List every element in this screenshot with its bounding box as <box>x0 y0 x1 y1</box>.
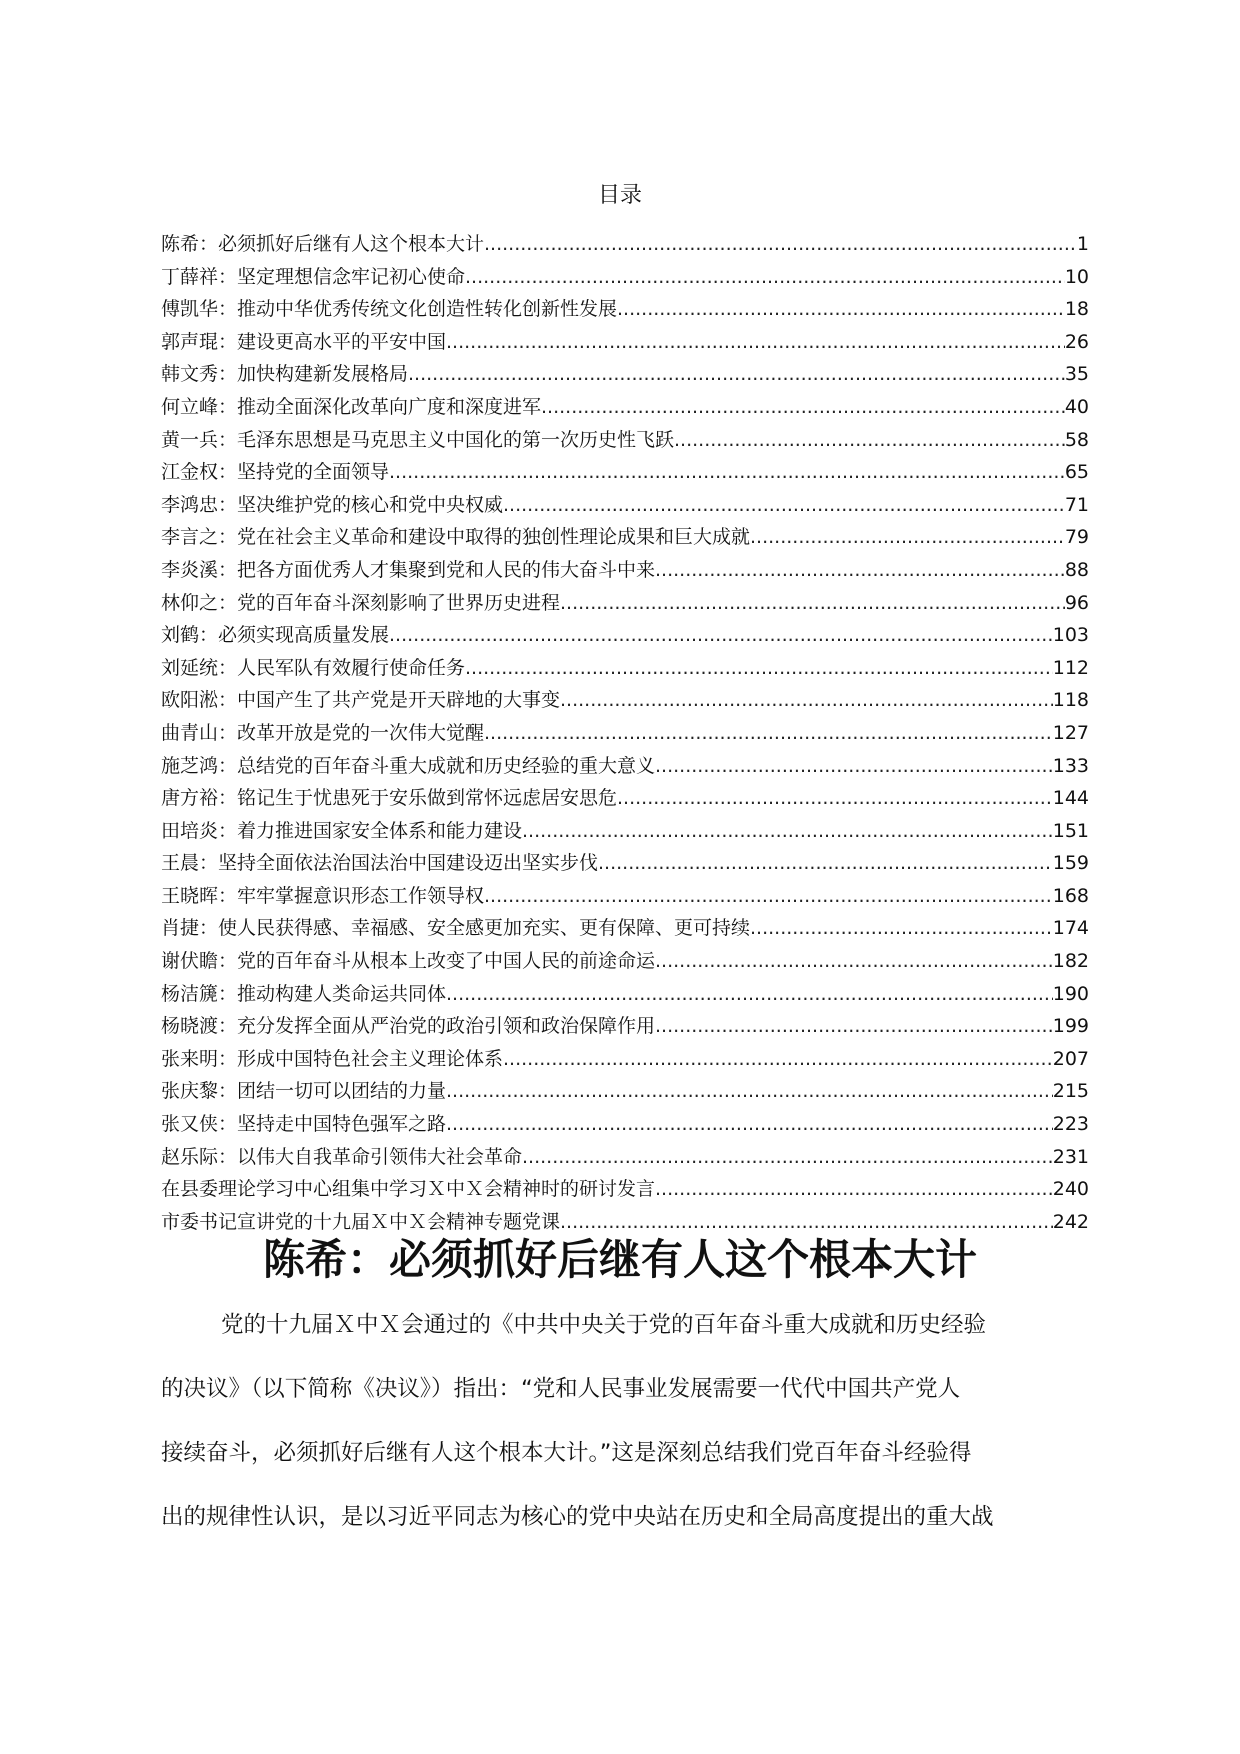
toc-entry-page-number: 207 <box>1052 1047 1089 1070</box>
toc-entry[interactable] <box>161 782 1089 815</box>
toc-entry[interactable] <box>161 587 1089 620</box>
toc-entry-page-number: 144 <box>1052 787 1089 810</box>
article-title: 陈希：必须抓好后继有人这个根本大计 <box>262 1235 977 1284</box>
toc-entry[interactable] <box>161 326 1089 359</box>
toc-dot-leader <box>655 945 1053 978</box>
toc-entry-page-number: 65 <box>1064 461 1089 484</box>
toc-entry-page-number: 79 <box>1064 526 1089 549</box>
toc-entry-title: 张来明：形成中国特色社会主义理论体系 <box>161 1047 504 1070</box>
toc-dot-leader <box>389 456 1065 489</box>
toc-dot-leader <box>446 1108 1053 1141</box>
toc-entry[interactable] <box>161 391 1089 424</box>
toc-entry-title: 陈希：必须抓好后继有人这个根本大计 <box>161 233 485 255</box>
toc-entry-page-number: 242 <box>1052 1210 1089 1233</box>
toc-entry-title: 肖捷：使人民获得感、幸福感、安全感更加充实、更有保障、更可持续 <box>161 917 751 940</box>
toc-dot-leader <box>503 489 1065 522</box>
toc-entry[interactable] <box>161 293 1089 326</box>
toc-entry[interactable] <box>161 815 1089 848</box>
toc-dot-leader <box>750 521 1065 554</box>
toc-entry-page-number: 118 <box>1052 689 1089 712</box>
body-text-line: 接续奋斗，必须抓好后继有人这个根本大计。”这是深刻总结我们党百年奋斗经验得 <box>161 1440 972 1466</box>
toc-entry[interactable] <box>161 521 1089 554</box>
toc-entry-page-number: 223 <box>1052 1113 1089 1136</box>
toc-entry[interactable] <box>161 750 1089 783</box>
body-text-line: 的决议》（以下简称《决议》）指出：“党和人民事业发展需要一代代中国共产党人 <box>161 1376 961 1402</box>
toc-entry-title: 郭声琨：建设更高水平的平安中国 <box>161 330 447 353</box>
toc-dot-leader <box>617 782 1053 815</box>
toc-entry-title: 市委书记宣讲党的十九届Ｘ中Ｘ会精神专题党课 <box>161 1210 561 1233</box>
toc-dot-leader <box>560 684 1053 717</box>
toc-entry[interactable] <box>161 489 1089 522</box>
toc-entry-title: 何立峰：推动全面深化改革向广度和深度进军 <box>161 395 542 418</box>
toc-dot-leader <box>655 750 1053 783</box>
toc-entry-page-number: 240 <box>1052 1178 1089 1201</box>
toc-entry-title: 李炎溪：把各方面优秀人才集聚到党和人民的伟大奋斗中来 <box>161 558 656 581</box>
toc-entry[interactable] <box>161 554 1089 587</box>
toc-entry-page-number: 133 <box>1052 754 1089 777</box>
toc-entry-page-number: 35 <box>1064 363 1089 386</box>
toc-entry[interactable] <box>161 847 1089 880</box>
toc-entry-title: 杨洁篪：推动构建人类命运共同体 <box>161 982 447 1005</box>
toc-entry-page-number: 127 <box>1052 721 1089 744</box>
toc-dot-leader <box>484 717 1053 750</box>
toc-entry-page-number: 199 <box>1052 1015 1089 1038</box>
toc-entry[interactable] <box>161 1108 1089 1141</box>
toc-entry-title: 在县委理论学习中心组集中学习Ｘ中Ｘ会精神时的研讨发言 <box>161 1178 656 1201</box>
toc-dot-leader <box>674 424 1065 457</box>
body-text-line: 党的十九届Ｘ中Ｘ会通过的《中共中央关于党的百年奋斗重大成就和历史经验 <box>221 1312 987 1338</box>
toc-entry-title: 欧阳淞：中国产生了共产党是开天辟地的大事变 <box>161 689 561 712</box>
toc-dot-leader <box>655 554 1065 587</box>
toc-entry-page-number: 182 <box>1052 950 1089 973</box>
toc-entry-page-number: 26 <box>1064 330 1089 353</box>
toc-dot-leader <box>598 847 1053 880</box>
toc-entry-title: 李鸿忠：坚决维护党的核心和党中央权威 <box>161 493 504 516</box>
toc-entry-title: 韩文秀：加快构建新发展格局 <box>161 363 409 386</box>
toc-entry-title: 李言之：党在社会主义革命和建设中取得的独创性理论成果和巨大成就 <box>161 526 751 549</box>
toc-dot-leader <box>522 815 1053 848</box>
toc-entry[interactable] <box>161 424 1089 457</box>
toc-entry[interactable] <box>161 945 1089 978</box>
toc-entry-title: 曲青山：改革开放是党的一次伟大觉醒 <box>161 721 485 744</box>
toc-entry[interactable] <box>161 1010 1089 1043</box>
toc-entry-page-number: 159 <box>1052 852 1089 875</box>
toc-entry[interactable] <box>161 1075 1089 1108</box>
toc-entry-title: 田培炎：着力推进国家安全体系和能力建设 <box>161 819 523 842</box>
toc-dot-leader <box>465 261 1065 294</box>
toc-entry-title: 刘鹤：必须实现高质量发展 <box>161 624 390 647</box>
toc-entry[interactable] <box>161 1173 1089 1206</box>
toc-dot-leader <box>446 326 1065 359</box>
toc-entry-page-number: 40 <box>1064 395 1089 418</box>
toc-entry-title: 唐方裕：铭记生于忧患死于安乐做到常怀远虑居安思危 <box>161 787 618 810</box>
toc-entry[interactable] <box>161 684 1089 717</box>
toc-entry-title: 张又侠：坚持走中国特色强军之路 <box>161 1113 447 1136</box>
toc-dot-leader <box>655 1010 1053 1043</box>
toc-entry[interactable] <box>161 912 1089 945</box>
toc-entry-page-number: 96 <box>1064 591 1089 614</box>
toc-entry-title: 施芝鸿：总结党的百年奋斗重大成就和历史经验的重大意义 <box>161 754 656 777</box>
toc-entry-page-number: 58 <box>1064 428 1089 451</box>
toc-dot-leader <box>484 880 1053 913</box>
toc-entry-page-number: 1 <box>1076 233 1089 255</box>
toc-entry[interactable] <box>161 1141 1089 1174</box>
toc-dot-leader <box>617 293 1065 326</box>
toc-dot-leader <box>750 912 1053 945</box>
toc-entry-title: 赵乐际：以伟大自我革命引领伟大社会革命 <box>161 1145 523 1168</box>
table-of-contents <box>161 228 1089 1238</box>
toc-dot-leader <box>465 652 1053 685</box>
toc-entry-page-number: 174 <box>1052 917 1089 940</box>
toc-entry-title: 王晨：坚持全面依法治国法治中国建设迈出坚实步伐 <box>161 852 599 875</box>
toc-entry-page-number: 103 <box>1052 624 1089 647</box>
toc-entry-page-number: 168 <box>1052 884 1089 907</box>
toc-dot-leader <box>408 358 1065 391</box>
toc-entry-page-number: 88 <box>1064 558 1089 581</box>
toc-entry-title: 傅凯华：推动中华优秀传统文化创造性转化创新性发展 <box>161 298 618 321</box>
toc-entry[interactable] <box>161 1043 1089 1076</box>
toc-entry[interactable] <box>161 456 1089 489</box>
toc-entry[interactable] <box>161 619 1089 652</box>
toc-dot-leader <box>560 587 1065 620</box>
toc-entry-page-number: 10 <box>1064 265 1089 288</box>
toc-entry-page-number: 18 <box>1064 298 1089 321</box>
toc-dot-leader <box>522 1141 1053 1174</box>
toc-entry[interactable] <box>161 880 1089 913</box>
toc-entry[interactable] <box>161 652 1089 685</box>
toc-entry-page-number: 151 <box>1052 819 1089 842</box>
toc-entry[interactable] <box>161 358 1089 391</box>
toc-entry-title: 刘延统：人民军队有效履行使命任务 <box>161 656 466 679</box>
toc-entry-title: 谢伏瞻：党的百年奋斗从根本上改变了中国人民的前途命运 <box>161 950 656 973</box>
toc-entry-title: 江金权：坚持党的全面领导 <box>161 461 390 484</box>
toc-entry-page-number: 112 <box>1052 656 1089 679</box>
toc-dot-leader <box>655 1173 1053 1206</box>
toc-entry-title: 王晓晖：牢牢掌握意识形态工作领导权 <box>161 884 485 907</box>
toc-entry-title: 杨晓渡：充分发挥全面从严治党的政治引领和政治保障作用 <box>161 1015 656 1038</box>
toc-dot-leader <box>484 228 1077 261</box>
toc-entry[interactable] <box>161 261 1089 294</box>
toc-heading: 目录 <box>597 183 642 208</box>
toc-entry-title: 林仰之：党的百年奋斗深刻影响了世界历史进程 <box>161 591 561 614</box>
toc-entry-title: 黄一兵：毛泽东思想是马克思主义中国化的第一次历史性飞跃 <box>161 428 675 451</box>
toc-entry-title: 张庆黎：团结一切可以团结的力量 <box>161 1080 447 1103</box>
toc-entry-page-number: 190 <box>1052 982 1089 1005</box>
toc-dot-leader <box>503 1043 1053 1076</box>
toc-dot-leader <box>446 978 1053 1011</box>
toc-entry-page-number: 231 <box>1052 1145 1089 1168</box>
toc-entry-page-number: 215 <box>1052 1080 1089 1103</box>
toc-entry-page-number: 71 <box>1064 493 1089 516</box>
toc-dot-leader <box>541 391 1065 424</box>
toc-dot-leader <box>446 1075 1053 1108</box>
toc-entry[interactable] <box>161 228 1089 261</box>
toc-entry[interactable] <box>161 717 1089 750</box>
toc-entry-title: 丁薛祥：坚定理想信念牢记初心使命 <box>161 265 466 288</box>
body-text-line: 出的规律性认识，是以习近平同志为核心的党中央站在历史和全局高度提出的重大战 <box>161 1504 994 1530</box>
toc-dot-leader <box>389 619 1053 652</box>
toc-entry[interactable] <box>161 978 1089 1011</box>
article-body <box>161 1310 1089 1566</box>
